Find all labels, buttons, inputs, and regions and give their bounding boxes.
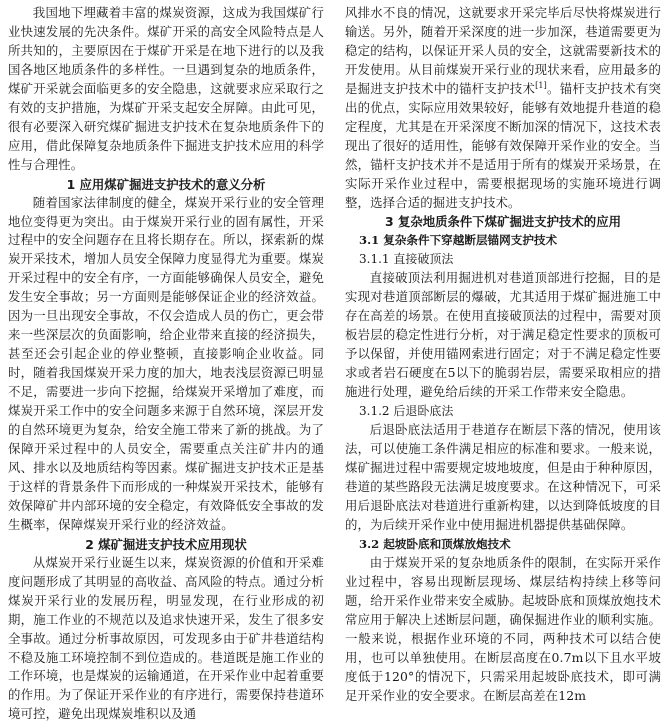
subsection-3-2-paragraph: 由于煤炭开采的复杂地质条件的限制，在实际开采作业过程中，容易出现断层现场、煤层结构持续上移等问题，给开采作业带来安全威胁。起坡卧底和顶煤放炮技术常应用于解决上述断层问题，确保掘进作业的顺利实施。一般来说，根据作业环境的不同，两种技术可以结合使用，也可以单独使用。在断层高度在0.7m以下且水平坡度低于120°的情况下，只需采用起坡卧底技术，即可满足开采作业的安全要求。在断层高差在12m [345, 554, 661, 703]
subsection-3-1-1-paragraph: 直接破顶法利用掘进机对巷道顶部进行挖掘，目的是实现对巷道顶部断层的爆破，尤其适用于煤矿掘进施工中存在高差的场景。在使用直接破顶法的过程中，需要对顶板岩层的稳定性进行分析，对于满足稳定性要求的顶板可予以保留，并使用锚网索进行固定；对于不满足稳定性要求或者岩石硬度在5以下的脆弱岩层，需要采取相应的措施进行处理，避免给后续的开采工作带来安全隐患。 [345, 270, 661, 400]
section-1-heading: 1 应用煤矿掘进支护技术的意义分析 [66, 176, 266, 192]
section-3-heading: 3 复杂地质条件下煤矿掘进支护技术的应用 [385, 214, 621, 230]
continued-text: 风排水不良的情况，这就要求开采完毕后尽快将煤炭进行输送。另外，随着开采深度的进一步加深，巷道需要更为稳定的结构，以保证开采人员的安全，这就需要新技术的开发使用。从目前煤炭开采行业的现状来看，应用最多的是掘进支护技术中的锚杆支护技术 [345, 5, 661, 96]
section-2-paragraph: 从煤炭开采行业诞生以来，煤炭资源的价值和开采难度问题形成了其明显的高收益、高风险的特点。通过分析煤炭开采行业的发展历程，明显发现，在行业形成的初期，施工作业的不规范以及追求快速开采，发生了很多安全事故。通过分析事故原因，可发现多由于矿井巷道结构不稳及施工环境控制不到位造成的。巷道既是施工作业的工作环境，也是煤炭的运输通道，在开采作业中起着重要的作用。为了保证开采作业的有序进行，需要保持巷道环境可控，避免出现煤炭堆积以及通 [8, 554, 324, 722]
section-1-paragraph: 随着国家法律制度的健全，煤炭开采行业的安全管理地位变得更为突出。由于煤炭开采行业的固有属性，开采过程中的安全问题存在且将长期存在。所以，探索新的煤炭开采技术，增加人员安全保障力度显得尤为重要。煤炭开采过程中的安全有序，一方面能够确保人员安全，避免发生安全事故；另一方面则是能够保证企业的经济效益。因为一旦出现安全事故，不仅会造成人员的伤亡，更会带来一些深层次的负面影响，给企业带来直接的经济损失，甚至还会引起企业的停业整顿，直接影响企业收益。同时，随着我国煤炭开采力度的加大，地表浅层资源已明显不足，需要进一步向下挖掘，给煤炭开采增加了难度，而煤炭开采工作中的安全问题多来源于自然环境，深层开发的自然环境更为复杂，给安全施工带来了新的挑战。为了保障开采过程中的人员安全，需要重点关注矿井内的通风、排水以及地质结构等因素。煤矿掘进支护技术正是基于这样的背景条件下而形成的一种煤炭开采技术，能够有效保障矿井内部环境的安全稳定，有效降低安全事故的发生概率，保障煤炭开采行业的经济效益。 [8, 194, 324, 532]
left-column [8, 4, 324, 724]
subsection-3-1-2-paragraph: 后退卧底法适用于巷道存在断层下落的情况，使用该法，可以使施工条件满足相应的标准和要求。一般来说，煤矿掘进过程中需要规定坡地坡度，但是由于种种原因，巷道的某些路段无法满足坡度要求。在这种情况下，可采用后退卧底法对巷道进行重新构建，以达到降低坡度的目的，为后续开采作业中使用掘进机器提供基础保障。 [345, 422, 661, 532]
section-2-heading: 2 煤矿掘进支护技术应用现状 [85, 536, 247, 552]
subsection-3-2-heading: 3.2 起坡卧底和顶煤放炮技术 [359, 536, 511, 551]
subsection-3-1-1-heading: 3.1.1 直接破顶法 [359, 252, 454, 267]
citation-ref: [1] [535, 80, 547, 90]
right-column [345, 4, 661, 706]
continued-text-tail: 。锚杆支护技术有突出的优点，实际应用效果较好，能够有效地提升巷道的稳定程度，尤其是在开采深度不断加深的情况下，这技术表现出了很好的适用性，能够有效保障开采作业的安全。当然，锚杆支护技术并不是适用于所有的煤炭开采场景，在实际开采作业过程中，需要根据现场的实施环境进行调整，选择合适的掘进支护技术。 [345, 80, 661, 210]
intro-paragraph: 我国地下埋藏着丰富的煤炭资源，这成为我国煤矿行业快速发展的先决条件。煤矿开采的高安全风险特点是人所共知的，主要原因在于煤矿开采是在地下进行的以及我国各地区地质条件的多样性。一旦遇到复杂的地质条件，煤矿开采就会面临更多的安全隐患，这就要求应采取行之有效的支护措施，为煤矿开采支起安全屏障。由此可见，很有必要深入研究煤矿掘进支护技术在复杂地质条件下的应用，借此保障复杂地质条件下掘进支护技术应用的科学性与合理性。 [8, 5, 324, 172]
subsection-3-1-2-heading: 3.1.2 后退卧底法 [359, 404, 454, 419]
section-2-paragraph-continued [345, 4, 661, 212]
subsection-3-1-heading: 3.1 复杂条件下穿越断层锚网支护技术 [359, 233, 558, 248]
